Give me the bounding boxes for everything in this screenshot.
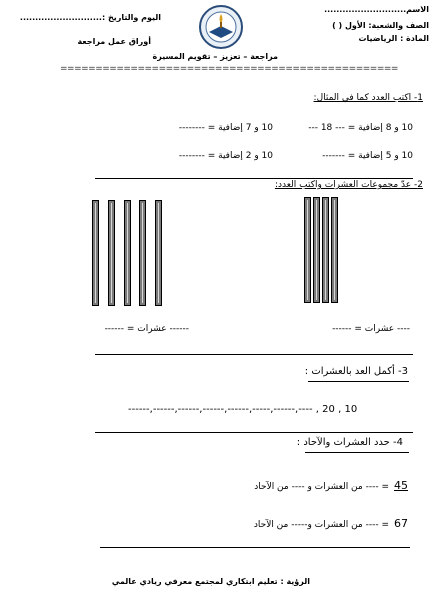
name-label: الاسم...........................	[324, 5, 429, 14]
tens-bar	[108, 200, 115, 306]
q1-item-3: 10 و 2 إضافية = --------	[178, 151, 273, 161]
vision-statement: الرؤية : تعليم ابتكاري لمجتمع معرفي ريادي عالمي	[111, 577, 310, 586]
double-rule: ================================================	[60, 64, 398, 74]
tens-bar	[313, 197, 320, 303]
tens-bar	[155, 200, 162, 306]
q1-title: 1- اكتب العدد كما في المثال:	[313, 93, 423, 103]
q2-answer-left: ------ عشرات = ------	[104, 324, 189, 334]
q1-item-1: 10 و 7 إضافية = --------	[178, 123, 273, 133]
q2-title: 2- عدّ مجموعات العشرات واكتب العدد:	[274, 180, 423, 190]
q3-title: 3- أكمل العد بالعشرات :	[304, 366, 408, 377]
q2-divider	[95, 354, 413, 355]
q3-divider	[95, 432, 413, 433]
q1-example: 10 و 8 إضافية = --- 18 ---	[308, 123, 413, 133]
subject-label: المادة : الرياضيات	[358, 34, 429, 43]
tens-bar	[331, 197, 338, 303]
date-label: اليوم والتاريخ :...........................	[19, 13, 161, 22]
q3-title-underline	[308, 381, 409, 382]
tens-bar	[139, 200, 146, 306]
q2-answer-right: ---- عشرات = ------	[332, 324, 410, 334]
school-logo	[195, 4, 247, 50]
q4-number-2: 67	[394, 517, 408, 530]
q1-item-2: 10 و 5 إضافية = -------	[322, 151, 413, 161]
tens-bar	[304, 197, 311, 303]
class-label: الصف والشعبة: الأول ( )	[332, 21, 429, 30]
worksheet-title: أوراق عمل مراجعة	[77, 37, 151, 46]
tens-bar	[124, 200, 131, 306]
tens-bar	[92, 200, 99, 306]
q4-line-1: = ---- من العشرات و ---- من الآحاد	[254, 482, 389, 492]
q4-title: 4- حدد العشرات والآحاد :	[296, 437, 403, 448]
q4-line-2: = ---- من العشرات و----- من الآحاد	[253, 520, 389, 530]
q3-sequence: 10 , 20 , ----,------,-----,------,------,------,------,------	[128, 404, 358, 415]
q4-title-underline	[305, 452, 409, 453]
q4-divider	[100, 547, 410, 548]
q1-divider	[95, 178, 413, 179]
logo-title: مراجعة – تعزيز – تقويم المسيرة	[152, 52, 278, 61]
tens-bar	[322, 197, 329, 303]
q4-number-1: 45	[394, 479, 408, 492]
